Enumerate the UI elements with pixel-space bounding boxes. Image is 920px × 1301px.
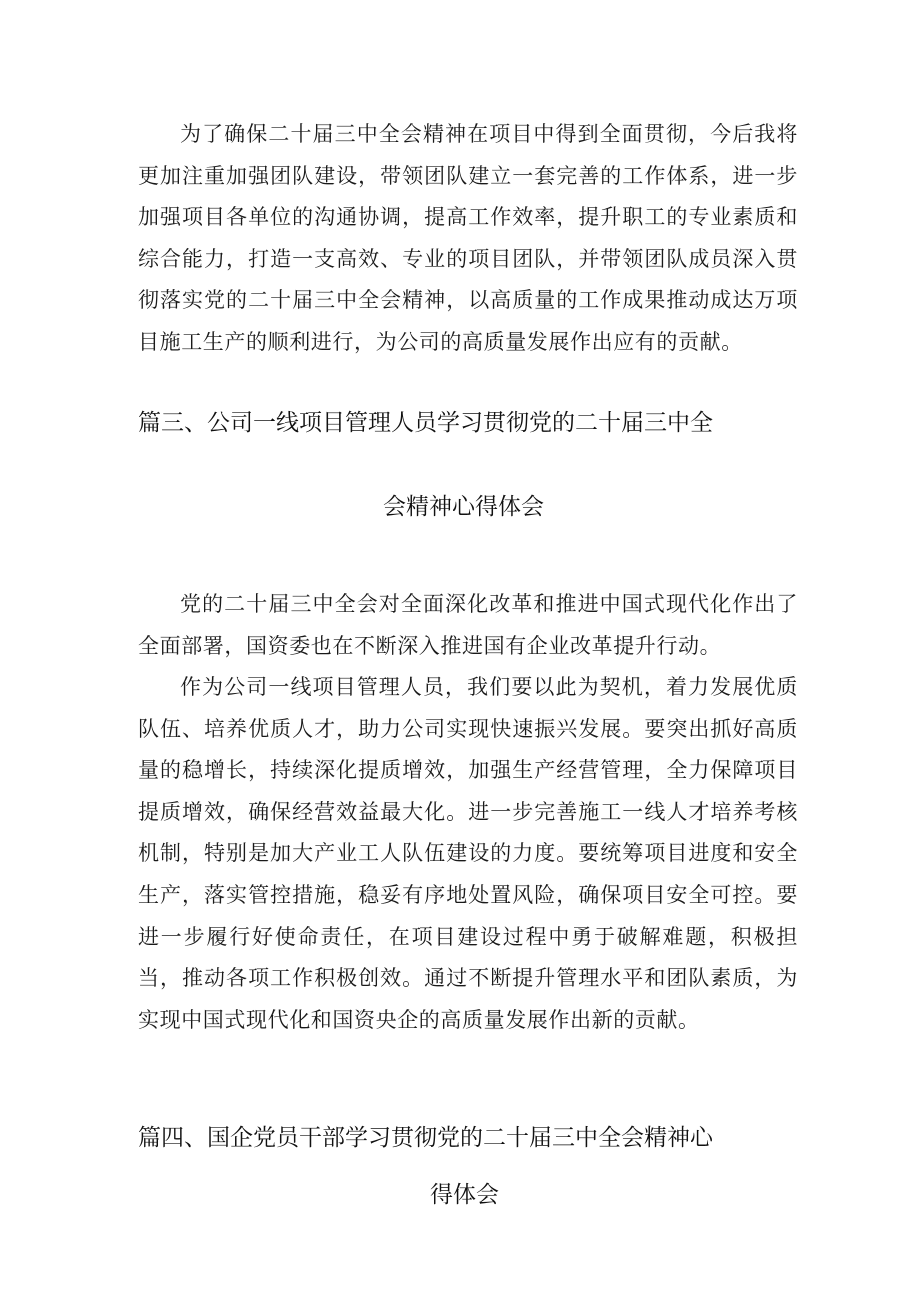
paragraph-commitment: 为了确保二十届三中全会精神在项目中得到全面贯彻，今后我将更加注重加强团队建设，带领团队建立一套完善的工作体系，进一步加强项目各单位的沟通协调，提高工作效率，提升职工的专业素质和综合能力，打造一支高效、专业的项目团队，并带领团队成员深入贯彻落实党的二十届三中全会精神，以高质量的工作成果推动成达万项目施工生产的顺利进行，为公司的高质量发展作出应有的贡献。	[138, 122, 798, 354]
section3-title-line2: 会精神心得体会	[383, 494, 544, 520]
section4-title-line1: 篇四、国企党员干部学习贯彻党的二十届三中全会精神心	[138, 1125, 713, 1151]
section3-title-line1: 篇三、公司一线项目管理人员学习贯彻党的二十届三中全	[138, 410, 713, 436]
section3-paragraph-2: 作为公司一线项目管理人员，我们要以此为契机，着力发展优质队伍、培养优质人才，助力公司实现快速振兴发展。要突出抓好高质量的稳增长，持续深化提质增效，加强生产经营管理，全力保障项目提质增效，确保经营效益最大化。进一步完善施工一线人才培养考核机制，特别是加大产业工人队伍建设的力度。要统筹项目进度和安全生产，落实管控措施，稳妥有序地处置风险，确保项目安全可控。要进一步履行好使命责任，在项目建设过程中勇于破解难题，积极担当，推动各项工作积极创效。通过不断提升管理水平和团队素质，为实现中国式现代化和国资央企的高质量发展作出新的贡献。	[138, 675, 798, 1032]
section4-title-line2: 得体会	[430, 1182, 499, 1208]
section3-paragraph-1: 党的二十届三中全会对全面深化改革和推进中国式现代化作出了全面部署，国资委也在不断深入推进国有企业改革提升行动。	[138, 592, 798, 658]
